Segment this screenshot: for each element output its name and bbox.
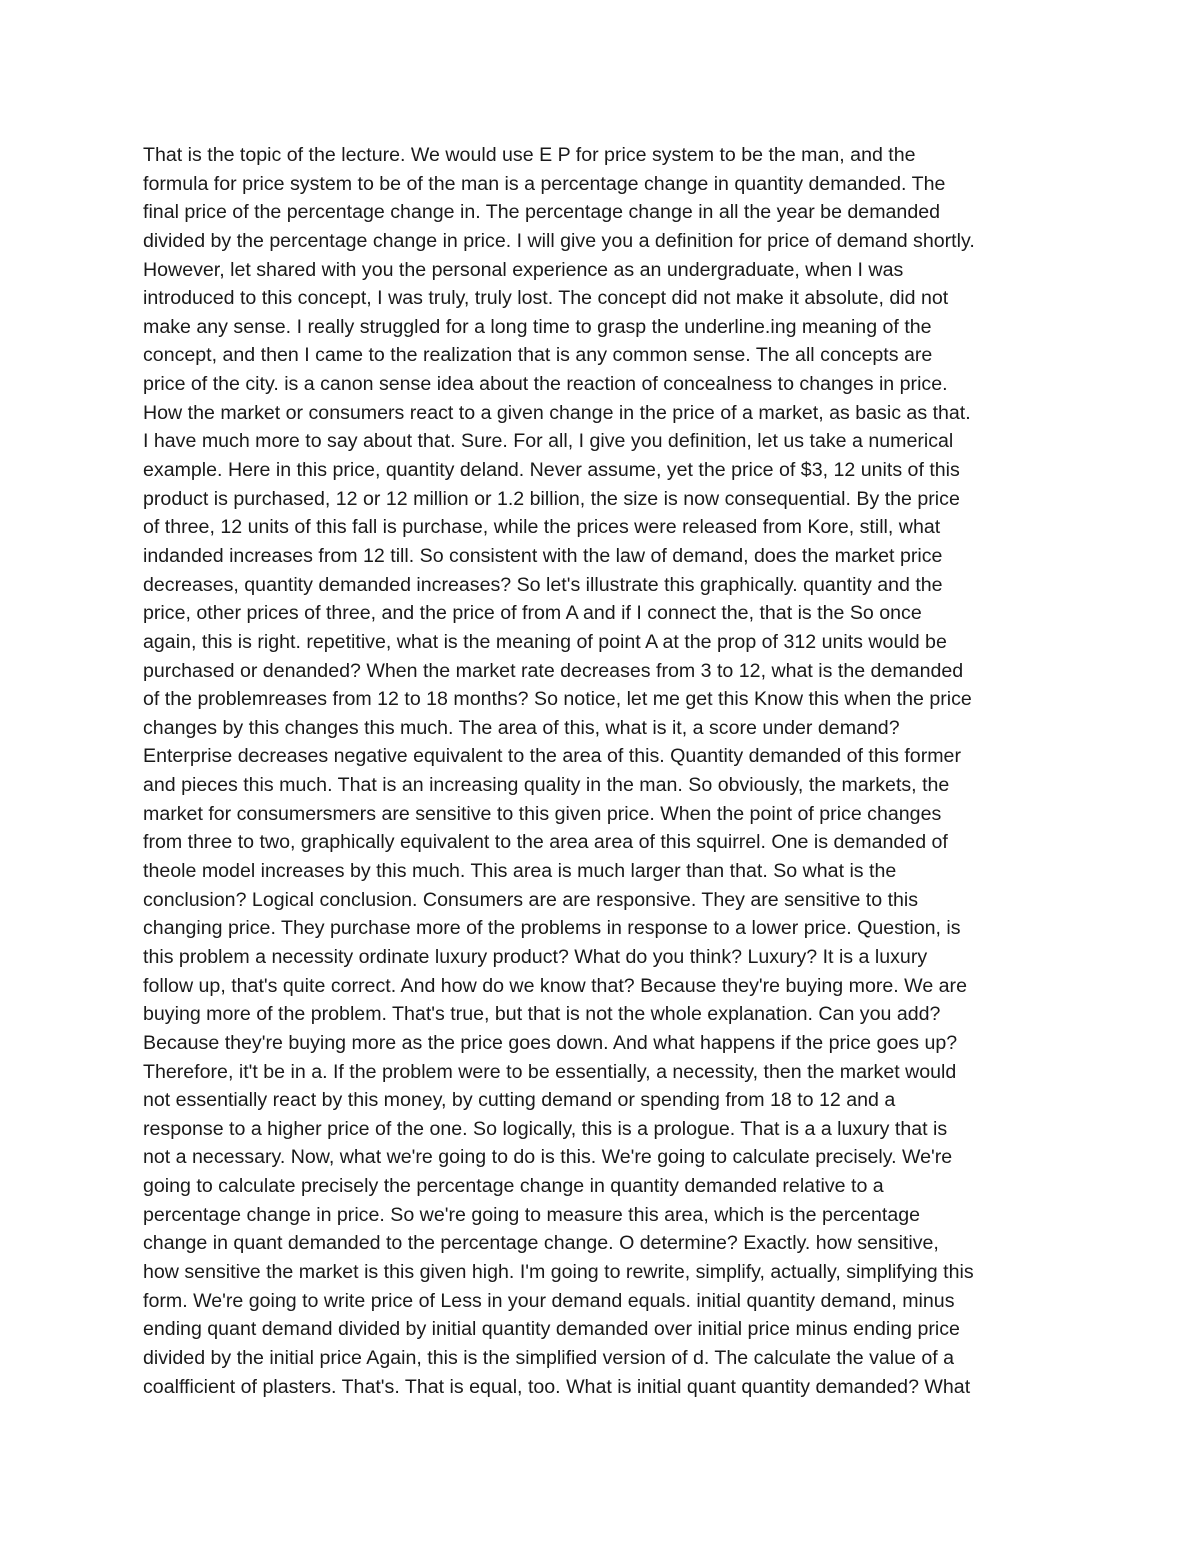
transcript-paragraph — [143, 141, 1073, 1401]
text-line: ending quant demand divided by initial quantity demanded over initial price minus ending price — [143, 1318, 960, 1341]
text-line: divided by the percentage change in price. I will give you a definition for price of demand shortly. — [143, 229, 975, 252]
text-line: market for consumersmers are sensitive to this given price. When the point of price changes — [143, 802, 942, 825]
text-line: That is the topic of the lecture. We would use E P for price system to be the man, and the — [143, 144, 916, 166]
text-line: price of the city. is a canon sense idea about the reaction of concealness to changes in price. — [143, 373, 948, 396]
text-line: going to calculate precisely the percentage change in quantity demanded relative to a — [143, 1175, 884, 1198]
text-line: not a necessary. Now, what we're going to do is this. We're going to calculate precisely. We're — [143, 1146, 953, 1169]
text-line: this problem a necessity ordinate luxury product? What do you think? Luxury? It is a luxury — [143, 945, 928, 968]
text-line: product is purchased, 12 or 12 million or 1.2 billion, the size is now consequential. By the price — [143, 487, 960, 510]
text-line: indanded increases from 12 till. So consistent with the law of demand, does the market price — [143, 544, 943, 567]
text-line: buying more of the problem. That's true, but that is not the whole explanation. Can you add? — [143, 1003, 941, 1026]
text-line: example. Here in this price, quantity deland. Never assume, yet the price of $3, 12 units of this — [143, 459, 960, 482]
text-line: percentage change in price. So we're going to measure this area, which is the percentage — [143, 1203, 921, 1226]
text-line: follow up, that's quite correct. And how do we know that? Because they're buying more. We are — [143, 974, 967, 997]
text-line: from three to two, graphically equivalent to the area area of this squirrel. One is demanded of — [143, 831, 948, 854]
text-line: again, this is right. repetitive, what is the meaning of point A at the prop of 312 units would be — [143, 630, 947, 653]
text-line: concept, and then I came to the realization that is any common sense. The all concepts are — [143, 344, 933, 367]
text-line: make any sense. I really struggled for a long time to grasp the underline.ing meaning of the — [143, 315, 932, 338]
text-line: purchased or denanded? When the market rate decreases from 3 to 12, what is the demanded — [143, 659, 964, 682]
text-line: However, let shared with you the personal experience as an undergraduate, when I was — [143, 258, 904, 281]
text-line: of the problemreases from 12 to 18 months? So notice, let me get this Know this when the price — [143, 688, 972, 711]
text-line: conclusion? Logical conclusion. Consumers are are responsive. They are sensitive to this — [143, 888, 919, 911]
text-line: price, other prices of three, and the price of from A and if I connect the, that is the So once — [143, 602, 922, 625]
text-line: formula for price system to be of the man is a percentage change in quantity demanded. The — [143, 172, 946, 195]
text-line: decreases, quantity demanded increases? So let's illustrate this graphically. quantity and the — [143, 573, 943, 596]
text-line: Therefore, it't be in a. If the problem were to be essentially, a necessity, then the market would — [143, 1060, 957, 1083]
text-line: Enterprise decreases negative equivalent to the area of this. Quantity demanded of this former — [143, 745, 961, 768]
text-line: form. We're going to write price of Less in your demand equals. initial quantity demand, minus — [143, 1289, 955, 1312]
text-line: How the market or consumers react to a given change in the price of a market, as basic as that. — [143, 401, 971, 424]
text-line: of three, 12 units of this fall is purchase, while the prices were released from Kore, still, what — [143, 516, 941, 539]
text-line: introduced to this concept, I was truly, truly lost. The concept did not make it absolute, did not — [143, 287, 949, 310]
text-line: final price of the percentage change in. The percentage change in all the year be demanded — [143, 201, 941, 224]
text-line: how sensitive the market is this given high. I'm going to rewrite, simplify, actually, simplifying this — [143, 1260, 974, 1283]
text-line: changing price. They purchase more of the problems in response to a lower price. Question, is — [143, 917, 961, 940]
text-line: and pieces this much. That is an increasing quality in the man. So obviously, the markets, the — [143, 774, 950, 797]
text-line: theole model increases by this much. This area is much larger than that. So what is the — [143, 860, 897, 883]
text-line: changes by this changes this much. The area of this, what is it, a score under demand? — [143, 716, 900, 739]
text-line: response to a higher price of the one. So logically, this is a prologue. That is a a luxury that is — [143, 1117, 948, 1140]
text-line: change in quant demanded to the percentage change. O determine? Exactly. how sensitive, — [143, 1232, 939, 1255]
text-line: divided by the initial price Again, this is the simplified version of d. The calculate the value of a — [143, 1346, 955, 1369]
text-line: coalfficient of plasters. That's. That is equal, too. What is initial quant quantity demanded? What — [143, 1375, 971, 1398]
text-line: not essentially react by this money, by cutting demand or spending from 18 to 12 and a — [143, 1089, 896, 1112]
text-line: I have much more to say about that. Sure. For all, I give you definition, let us take a numerical — [143, 430, 954, 453]
text-line: Because they're buying more as the price goes down. And what happens if the price goes up? — [143, 1031, 958, 1054]
